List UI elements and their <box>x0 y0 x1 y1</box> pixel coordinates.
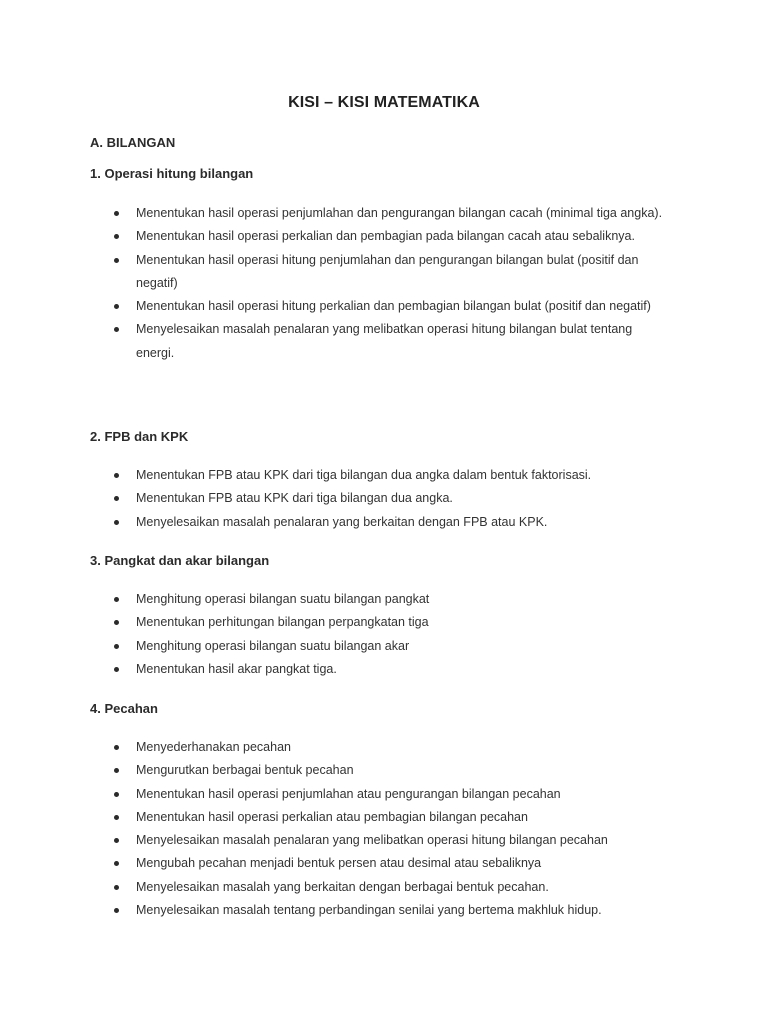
list-item <box>0 876 768 899</box>
bullet-icon <box>114 908 119 913</box>
list-item-text: Menghitung operasi bilangan suatu bilangan pangkat <box>136 592 430 606</box>
list-item <box>0 318 768 365</box>
bullet-icon <box>114 768 119 773</box>
bullet-icon <box>114 861 119 866</box>
bullet-icon <box>114 667 119 672</box>
bullet-icon <box>114 211 119 216</box>
bullet-icon <box>114 620 119 625</box>
list-item-text: Menentukan hasil operasi perkalian dan pembagian pada bilangan cacah atau sebaliknya. <box>136 229 635 244</box>
list-item <box>0 487 768 510</box>
list-item-text: Menyelesaikan masalah penalaran yang melibatkan operasi hitung bilangan bulat tentang energi. <box>136 322 633 360</box>
list-item <box>0 736 768 759</box>
list-item <box>0 783 768 806</box>
list-item <box>0 464 768 487</box>
list-item-text: Menyelesaikan masalah tentang perbandingan senilai yang bertema makhluk hidup. <box>136 903 602 918</box>
document-title: KISI – KISI MATEMATIKA <box>288 94 480 111</box>
list-item <box>0 588 768 611</box>
list-item-text: Menyelesaikan masalah penalaran yang berkaitan dengan FPB atau KPK. <box>136 514 548 529</box>
list-item-text: Menyederhanakan pecahan <box>136 740 291 754</box>
list-item-text: Menentukan perhitungan bilangan perpangkatan tiga <box>136 615 429 630</box>
list-item <box>0 759 768 782</box>
bullet-icon <box>114 327 119 332</box>
subsection-heading-fpb-kpk: 2. FPB dan KPK <box>90 429 189 444</box>
bullet-icon <box>114 258 119 263</box>
list-item <box>0 225 768 248</box>
list-item <box>0 899 768 922</box>
list-item-text: Mengurutkan berbagai bentuk pecahan <box>136 763 354 778</box>
subsection-heading-pecahan: 4. Pecahan <box>90 701 158 716</box>
list-item-text: Menyelesaikan masalah penalaran yang melibatkan operasi hitung bilangan pecahan <box>136 833 608 848</box>
list-item-text: Menyelesaikan masalah yang berkaitan dengan berbagai bentuk pecahan. <box>136 879 549 894</box>
list-item <box>0 829 768 852</box>
list-item <box>0 635 768 658</box>
list-item-text: Menentukan hasil operasi hitung penjumlahan dan pengurangan bilangan bulat (positif dan negatif) <box>136 252 639 290</box>
list-item <box>0 202 768 225</box>
bullet-icon <box>114 792 119 797</box>
list-item <box>0 295 768 318</box>
list-item-text: Menentukan FPB atau KPK dari tiga bilangan dua angka dalam bentuk faktorisasi. <box>136 468 592 482</box>
bullet-icon <box>114 815 119 820</box>
list-item-text: Menentukan hasil akar pangkat tiga. <box>136 661 337 676</box>
list-item-text: Menentukan hasil operasi hitung perkalian dan pembagian bilangan bulat (positif dan negatif) <box>136 299 651 314</box>
bullet-icon <box>114 520 119 525</box>
bullet-icon <box>114 496 119 501</box>
list-pecahan <box>0 736 768 922</box>
list-item <box>0 511 768 534</box>
list-item-text: Menghitung operasi bilangan suatu bilangan akar <box>136 638 410 653</box>
bullet-icon <box>114 473 119 478</box>
bullet-icon <box>114 838 119 843</box>
list-item <box>0 658 768 681</box>
list-item-text: Menentukan hasil operasi penjumlahan dan pengurangan bilangan cacah (minimal tiga angka). <box>136 206 663 220</box>
list-fpb-kpk <box>0 464 768 534</box>
list-item <box>0 806 768 829</box>
bullet-icon <box>114 885 119 890</box>
list-item <box>0 249 768 296</box>
section-heading: A. BILANGAN <box>90 135 176 150</box>
list-pangkat-akar <box>0 588 768 681</box>
bullet-icon <box>114 234 119 239</box>
list-item-text: Mengubah pecahan menjadi bentuk persen atau desimal atau sebaliknya <box>136 856 542 871</box>
list-operasi-hitung <box>0 202 768 365</box>
list-item-text: Menentukan hasil operasi penjumlahan atau pengurangan bilangan pecahan <box>136 786 561 801</box>
list-item <box>0 852 768 875</box>
bullet-icon <box>114 745 119 750</box>
subsection-heading-pangkat-akar: 3. Pangkat dan akar bilangan <box>90 553 270 568</box>
list-item-text: Menentukan hasil operasi perkalian atau pembagian bilangan pecahan <box>136 809 528 824</box>
bullet-icon <box>114 644 119 649</box>
list-item <box>0 611 768 634</box>
bullet-icon <box>114 597 119 602</box>
subsection-heading-operasi-hitung: 1. Operasi hitung bilangan <box>90 166 254 181</box>
list-item-text: Menentukan FPB atau KPK dari tiga bilangan dua angka. <box>136 491 453 506</box>
bullet-icon <box>114 304 119 309</box>
